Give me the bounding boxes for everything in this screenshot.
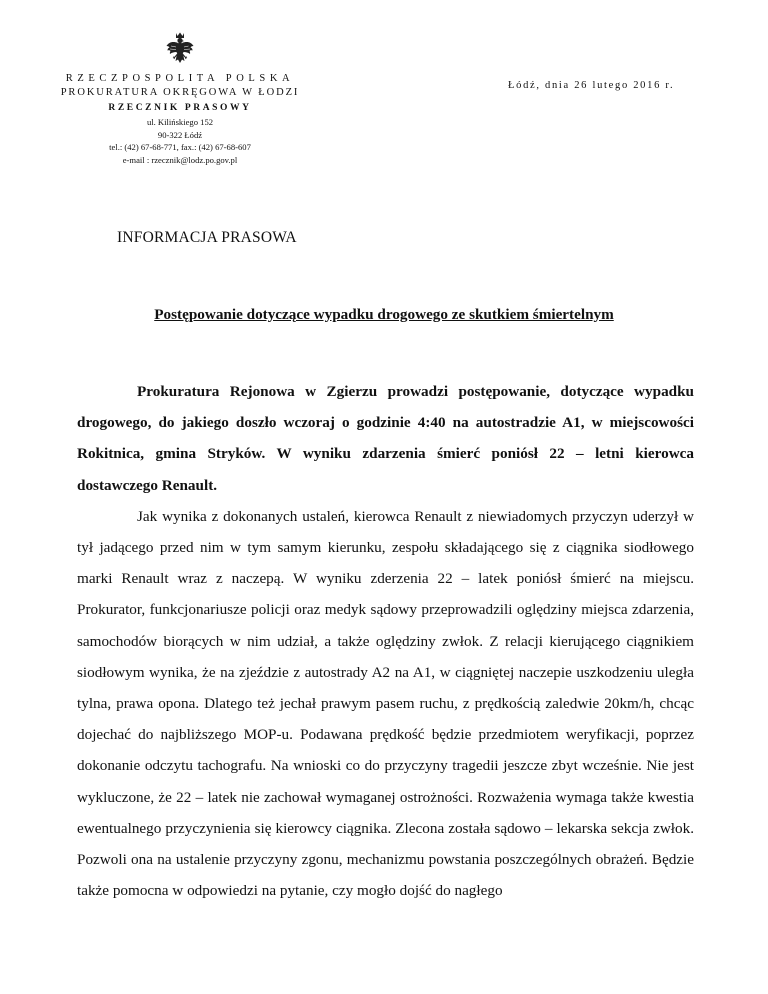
letterhead [50,30,310,166]
lead-paragraph: Prokuratura Rejonowa w Zgierzu prowadzi postępowanie, dotyczące wypadku drogowego, do jakiego doszło wczoraj o godzinie 4:40 na autostradzie A1, w miejscowości Rokitnica, gmina Stryków. W wyniku zdarzenia śmierć poniósł 22 – letni kierowca dostawczego Renault. [77,383,694,494]
letterhead-city: 90-322 Łódź [157,129,203,140]
body-paragraph: Jak wynika z dokonanych ustaleń, kierowca Renault z niewiadomych przyczyn uderzył w tył jadącego przed nim w tym samym kierunku, zespołu składającego się z ciągnika siodłowego marki Renault wraz z naczepą. W wyniku zderzenia 22 – latek poniósł śmierć na miejscu. Prokurator, funkcjonariusze policji oraz medyk sądowy przeprowadzili oględziny miejsca zdarzenia, samochodów biorących w nim udział, a także oględziny zwłok. Z relacji kierującego ciągnikiem siodłowym wynika, że na zjeździe z autostrady A2 na A1, w ciągniętej naczepie uszkodzeniu uległa tylna, prawa opona. Dlatego też jechał prawym pasem ruchu, z prędkością zaledwie 20km/h, chcąc dojechać do najbliższego MOP-u. Podawana prędkość będzie przedmiotem weryfikacji, poprzez dokonanie odczytu tachografu. Na wnioski co do przyczyny tragedii jeszcze zbyt wcześnie. Nie jest wykluczone, że 22 – latek nie zachował wymaganej ostrożności. Rozważenia wymaga także kwestia ewentualnego przyczynienia się kierowcy ciągnika. Zlecona została sądowo – lekarska sekcja zwłok. Pozwoli ona na ustalenie przyczyny zgonu, mechanizmu powstania poszczególnych obrażeń. Będzie także pomocna w odpowiedzi na pytanie, czy mogło dojść do nagłego [77,507,694,900]
press-release-body [77,376,694,906]
letterhead-phones: tel.: (42) 67-68-771, fax.: (42) 67-68-607 [109,142,251,152]
letterhead-republic: RZECZPOSPOLITA POLSKA [65,73,295,84]
letterhead-email: e-mail : rzecznik@lodz.po.gov.pl [122,154,238,165]
document-type: INFORMACJA PRASOWA [117,229,297,246]
press-release-headline: Postępowanie dotyczące wypadku drogowego ze skutkiem śmiertelnym [154,306,614,323]
letterhead-press-spokesman: RZECZNIK PRASOWY [108,103,252,113]
polish-eagle-emblem-icon [165,30,195,68]
letterhead-address: ul. Kilińskiego 152 [146,117,214,127]
document-date: Łódź, dnia 26 lutego 2016 r. [508,80,675,91]
letterhead-prosecutor-office: PROKURATURA OKRĘGOWA W ŁODZI [60,87,300,98]
